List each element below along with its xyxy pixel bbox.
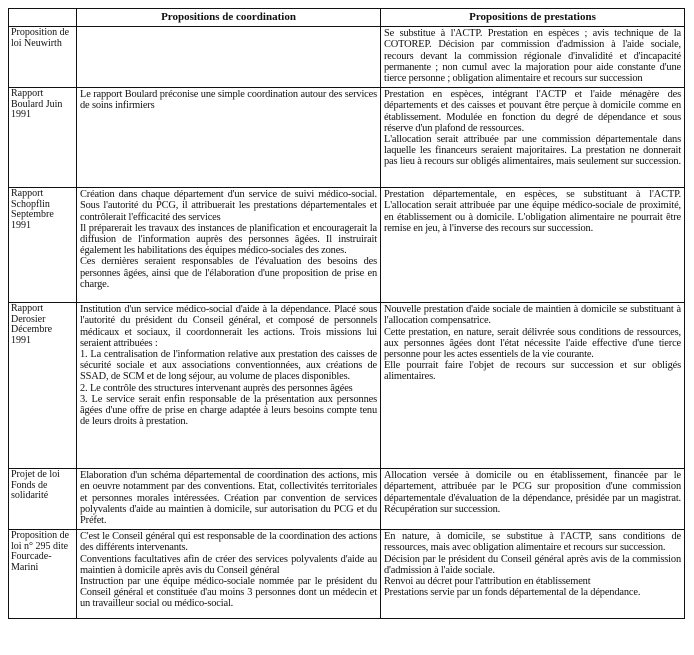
table-row bbox=[9, 530, 685, 619]
cell-prestations bbox=[381, 303, 685, 469]
cell-prestations bbox=[381, 530, 685, 619]
cell-paragraph: Renvoi au décret pour l'attribution en établissement bbox=[384, 576, 591, 588]
cell-paragraph: Allocation versée à domicile ou en établissement, financée par le département, attribuée par le PCG sur proposition d'une commission départementale d'évaluation de la dépendance, présidée par un magistrat. Récupération sur succession. bbox=[384, 470, 681, 515]
cell-paragraph: Décision par le président du Conseil général après avis de la commission d'admission à l'aide sociale. bbox=[384, 553, 681, 576]
cell-prestations bbox=[381, 469, 685, 530]
cell-paragraph: Le rapport Boulard préconise une simple coordination autour des services de soins infirmiers bbox=[80, 89, 377, 112]
cell-paragraph: Cette prestation, en nature, serait délivrée sous conditions de ressources, aux personnes âgées dont l'état nécessite l'aide effective d'une tierce personne pour les actes essentiels de la vie courante. bbox=[384, 326, 681, 361]
propositions-table bbox=[8, 8, 685, 619]
table-row bbox=[9, 88, 685, 188]
cell-prestations bbox=[381, 27, 685, 88]
cell-prestations bbox=[381, 188, 685, 303]
cell-paragraph: Création dans chaque département d'un service de suivi médico-social. Sous l'autorité du PCG, il attribuerait les prestations départementales et contrôlerait l'efficacité des services bbox=[80, 189, 377, 223]
cell-coordination bbox=[77, 530, 381, 619]
cell-prestations bbox=[381, 88, 685, 188]
cell-coordination bbox=[77, 303, 381, 469]
table-row bbox=[9, 303, 685, 469]
row-label: Rapport Derosier Décembre 1991 bbox=[9, 303, 77, 469]
row-label: Projet de loi Fonds de solidarité bbox=[9, 469, 77, 530]
row-label: Proposition de loi Neuwirth bbox=[9, 27, 77, 88]
cell-paragraph: Elaboration d'un schéma départemental de coordination des actions, mis en oeuvre notamment par des conventions. Etat, collectivités territoriales et personnes morales intéressées. Création par convention de services polyvalents d'aide au maintien à domicile, sur autorisation du PCG et du Préfet. bbox=[80, 470, 377, 527]
header-coordination: Propositions de coordination bbox=[77, 9, 381, 27]
header-row bbox=[9, 9, 685, 27]
cell-paragraph: L'allocation serait attribuée par une commission départementale dans laquelle les financeurs seraient majoritaires. La prestation ne donnerait pas lieu à recours sur obligés alimentaires, mais seulement sur succession. bbox=[384, 134, 681, 168]
cell-paragraph: Institution d'un service médico-social d'aide à la dépendance. Placé sous l'autorité du président du Conseil général, et composé de personnels médicaux et sociaux, il coordonnerait les actions. Trois missions lui seraient attribuées : bbox=[80, 304, 377, 349]
cell-paragraph: Conventions facultatives afin de créer des services polyvalents d'aide au maintien à domicile après avis du Conseil général bbox=[80, 553, 377, 576]
table-row bbox=[9, 27, 685, 88]
cell-paragraph: Ces dernières seraient responsables de l'évaluation des besoins des personnes âgées, ainsi que de l'élaboration d'une proposition de prise en charge. bbox=[80, 256, 377, 290]
row-label: Proposition de loi n° 295 dite Fourcade-Marini bbox=[9, 530, 77, 619]
header-prestations: Propositions de prestations bbox=[381, 9, 685, 27]
cell-paragraph: Prestations servie par un fonds départemental de la dépendance. bbox=[384, 587, 641, 599]
row-label: Rapport Boulard Juin 1991 bbox=[9, 88, 77, 188]
cell-coordination bbox=[77, 188, 381, 303]
cell-coordination bbox=[77, 27, 381, 88]
cell-paragraph: Instruction par une équipe médico-sociale nommée par le président du Conseil général et constituée d'au moins 3 personnes dont un médecin et un travailleur social ou médico-social. bbox=[80, 576, 377, 610]
cell-paragraph: 2. Le contrôle des structures intervenant auprès des personnes âgées bbox=[80, 382, 353, 394]
row-label: Rapport Schopflin Septembre 1991 bbox=[9, 188, 77, 303]
cell-paragraph: 3. Le service serait enfin responsable de la présentation aux personnes âgées d'une offre de prise en charge adaptée à leurs besoins compte tenu de leurs droits à prestation. bbox=[80, 393, 377, 428]
header-blank bbox=[9, 9, 77, 27]
cell-paragraph: Elle pourrait faire l'objet de recours sur succession et sur obligés alimentaires. bbox=[384, 360, 681, 383]
table-row bbox=[9, 469, 685, 530]
cell-paragraph: C'est le Conseil général qui est responsable de la coordination des actions des différents intervenants. bbox=[80, 531, 377, 554]
cell-coordination bbox=[77, 88, 381, 188]
table-row bbox=[9, 188, 685, 303]
cell-paragraph: Prestation départementale, en espèces, se substituant à l'ACTP. L'allocation serait attribuée par une équipe médico-sociale de proximité, en établissement ou à domicile. L'obligation alimentaire ne pourrait être remise en jeu, à l'inverse des recours sur succession. bbox=[384, 189, 681, 234]
cell-paragraph: Prestation en espèces, intégrant l'ACTP et l'aide ménagère des départements et des caisses et pouvant être perçue à domicile comme en établissement. Modulée en fonction du degré de dépendance et sous réserve d'un plafond de ressources. bbox=[384, 89, 681, 134]
cell-paragraph: Il préparerait les travaux des instances de planification et encouragerait la diffusion de l'information auprès des personnes âgées. Il instruirait également les habilitations des équipes médico-sociales des zones. bbox=[80, 222, 377, 257]
cell-paragraph: Nouvelle prestation d'aide sociale de maintien à domicile se substituant à l'allocation compensatrice. bbox=[384, 304, 681, 327]
cell-coordination bbox=[77, 469, 381, 530]
cell-paragraph: Se substitue à l'ACTP. Prestation en espèces ; avis technique de la COTOREP. Décision par commission d'admission à l'aide sociale, recours devant la commission régionale d'invalidité et d'incapacité permanente ; non cumul avec la majoration pour aide constante d'une tierce personne ; obligation alimentaire et recours sur succession bbox=[384, 28, 681, 85]
cell-paragraph: En nature, à domicile, se substitue à l'ACTP, sans conditions de ressources, mais avec obligation alimentaire et recours sur succession. bbox=[384, 531, 681, 554]
cell-paragraph: 1. La centralisation de l'information relative aux prestation des caisses de sécurité sociale et aux associations conventionnées, aux créations de SSAD, de SCM et de long séjour, au volume de places disponibles. bbox=[80, 349, 377, 383]
